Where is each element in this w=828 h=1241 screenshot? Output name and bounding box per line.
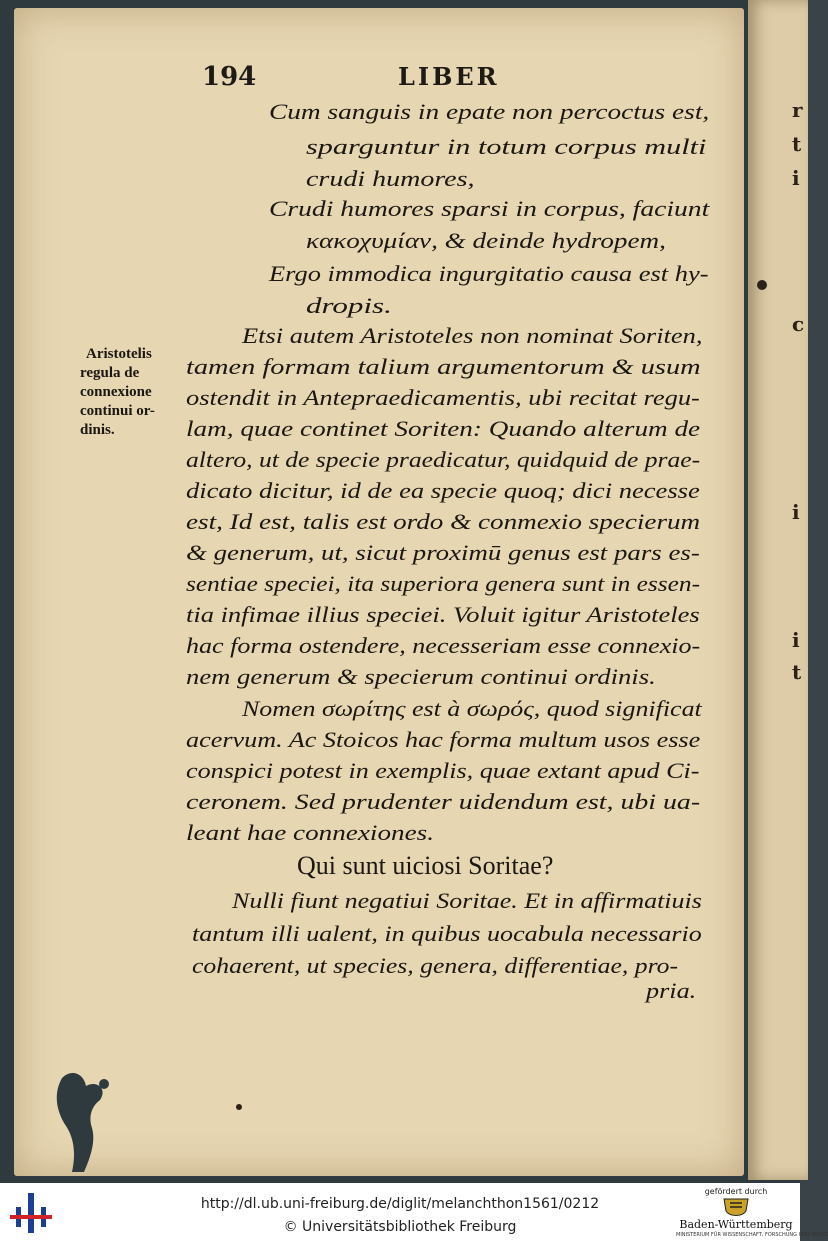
sponsor-subtitle: MINISTERIUM FÜR WISSENSCHAFT, FORSCHUNG UND KUNST (676, 1232, 828, 1238)
book-page (14, 8, 744, 1176)
margin-note-line: continui or- (80, 403, 155, 419)
text-line: tia infimae illius speciei. Voluit igitur Aristoteles (186, 602, 700, 627)
text-line: ostendit in Antepraedicamentis, ubi recitat regu- (186, 385, 700, 410)
ink-blot (236, 1104, 242, 1110)
running-head: LIBER (398, 62, 500, 91)
footer-url-link[interactable]: http://dl.ub.uni-freiburg.de/diglit/melanchthon1561/0212 (200, 1196, 600, 1212)
text-line: Nomen σωρίτης est à σωρός, quod significat (242, 696, 702, 721)
text-line: & generum, ut, sicut proximū genus est pars es- (186, 540, 700, 565)
text-line: cohaerent, ut species, genera, differentiae, pro- (192, 953, 679, 978)
margin-note-line: dinis. (80, 422, 115, 438)
text-line: sentiae speciei, ita superiora genera sunt in essen- (186, 571, 701, 596)
page-number: 194 (202, 62, 257, 92)
page-header (202, 62, 702, 96)
footer-bar (0, 1183, 828, 1241)
state-crest-icon (720, 1197, 752, 1219)
text-line: crudi humores, (306, 166, 475, 191)
text-line: tantum illi ualent, in quibus uocabula necessario (192, 921, 702, 946)
text-line: altero, ut de specie praedicatur, quidquid de prae- (186, 447, 701, 472)
facing-page-edge: r t i c i i t (748, 0, 808, 1180)
text-line: lam, quae continet Soriten: Quando alterum de (186, 416, 701, 441)
text-line: Crudi humores sparsi in corpus, faciunt (269, 196, 710, 221)
text-line: acervum. Ac Stoicos hac forma multum usos esse (186, 727, 701, 752)
sponsor-label: gefördert durch (704, 1187, 768, 1196)
text-line: ceronem. Sed prudenter uidendum est, ubi ua- (186, 789, 701, 814)
margin-note-line: Aristotelis (86, 346, 152, 362)
text-line: κακοχυμίαν, & deinde hydropem, (306, 228, 666, 253)
footer-copyright: © Universitätsbibliothek Freiburg (283, 1219, 517, 1235)
text-line: sparguntur in totum corpus multi (306, 134, 707, 159)
text-line: est, Id est, talis est ordo & conmexio specierum (186, 509, 701, 534)
text-line: hac forma ostendere, necesseriam esse connexio- (186, 633, 701, 658)
text-line: dicato dicitur, id de ea specie quoq; dici necesse (186, 478, 700, 503)
margin-note-line: regula de (80, 365, 140, 381)
text-line: Cum sanguis in epate non percoctus est, (269, 99, 710, 124)
sponsor-logo[interactable] (676, 1187, 828, 1239)
text-line: pria. (646, 978, 697, 1003)
text-line: Ergo immodica ingurgitatio causa est hy- (269, 261, 709, 286)
paper-damage (48, 1062, 128, 1176)
margin-note-line: connexione (80, 384, 152, 400)
text-line: Etsi autem Aristoteles non nominat Soriten, (242, 323, 703, 348)
text-line: Nulli fiunt negatiui Soritae. Et in affirmatiuis (232, 888, 702, 913)
text-line: dropis. (306, 293, 392, 318)
section-heading: Qui sunt uiciosi Soritae? (297, 851, 554, 880)
text-line: leant hae connexiones. (186, 820, 434, 845)
text-line: conspici potest in exemplis, quae extant apud Ci- (186, 758, 700, 783)
text-line: tamen formam talium argumentorum & usum (186, 354, 701, 379)
sponsor-name: Baden-Württemberg (679, 1218, 793, 1231)
text-line: nem generum & specierum continui ordinis. (186, 664, 656, 689)
